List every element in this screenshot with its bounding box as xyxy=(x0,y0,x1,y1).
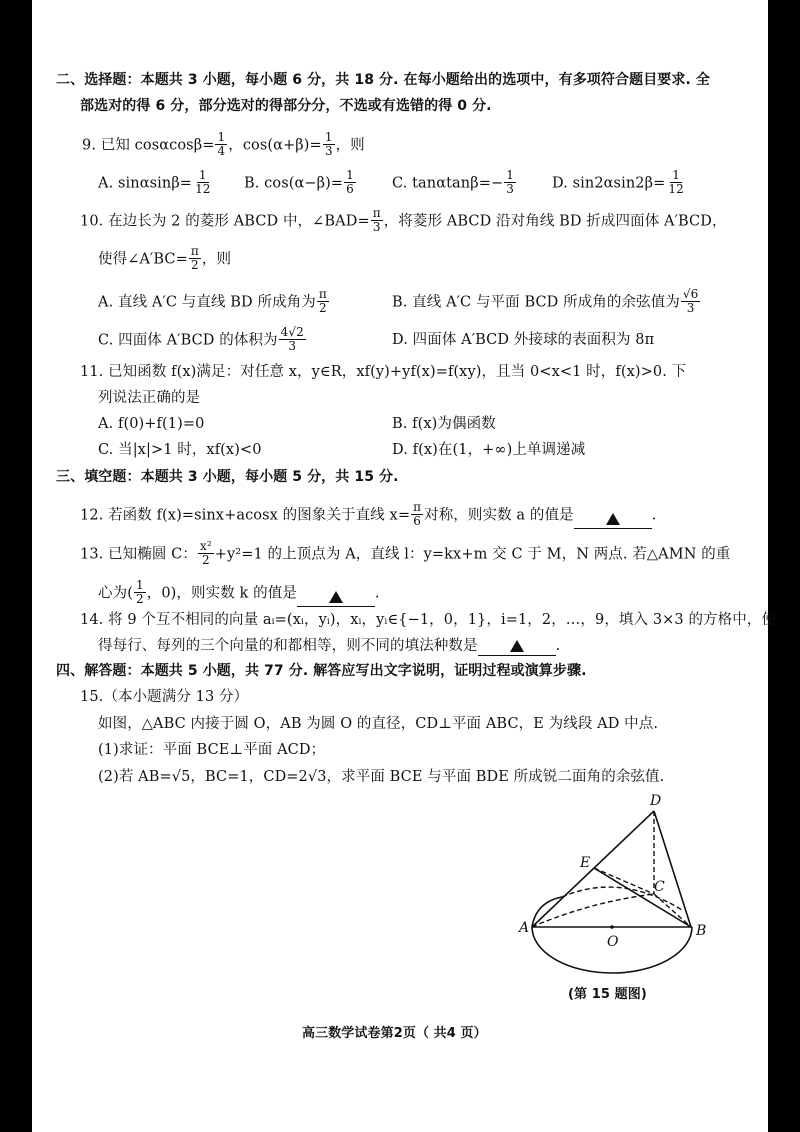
question-14-line1: 14. 将 9 个互不相同的向量 aᵢ=(xᵢ，yᵢ)，xᵢ，yᵢ∈{−1，0，1}，i=1，2，…，9，填入 3×3 的方格中，使 xyxy=(80,612,777,628)
question-11-line1: 11. 已知函数 f(x)满足：对任意 x，y∈R，xf(y)+yf(x)=f(xy)，且当 0<x<1 时，f(x)>0. 下 xyxy=(80,364,687,380)
q9-suffix: ，则 xyxy=(335,137,365,154)
q9-option-d: D. sin2αsin2β= $\frac{1}{12}$ xyxy=(552,168,684,196)
q9-option-c: C. tanαtanβ=− $\frac{1}{3}$ xyxy=(392,168,514,196)
q11-option-b: B. f(x)为偶函数 xyxy=(392,416,496,432)
question-13-line1: 13. 已知椭圆 C： $\frac{\text{x²}}{2}$ +y²=1 的上顶点为 A，直线 l：y=kx+m 交 C 于 M，N 两点. 若△AMN 的重 xyxy=(80,539,731,567)
label-O: O xyxy=(607,934,619,950)
label-E: E xyxy=(580,855,591,871)
q9-option-b: B. cos(α−β)= $\frac{1}{6}$ xyxy=(244,168,354,196)
figure-15-diagram xyxy=(500,790,740,990)
label-C: C xyxy=(654,879,665,895)
question-15-part2: (2)若 AB=√5，BC=1，CD=2√3，求平面 BCE 与平面 BDE 所成锐二面角的余弦值. xyxy=(98,769,665,785)
q10-option-a: A. 直线 A′C 与直线 BD 所成角为 $\frac{\pi}{2}$ xyxy=(98,287,327,315)
q10-option-c: C. 四面体 A′BCD 的体积为 $\frac{4√2}{3}$ xyxy=(98,325,304,353)
question-10-line2: 使得∠A′BC= $\frac{\pi}{2}$ ，则 xyxy=(98,244,232,272)
triangle-marker-icon xyxy=(510,640,524,652)
q10-option-d: D. 四面体 A′BCD 外接球的表面积为 8π xyxy=(392,332,655,348)
question-10-line1: 10. 在边长为 2 的菱形 ABCD 中，∠BAD= $\frac{\pi}{3}$ ，将菱形 ABCD 沿对角线 BD 折成四面体 A′BCD， xyxy=(80,206,727,234)
q9-option-a: A. sinαsinβ= $\frac{1}{12}$ xyxy=(98,168,211,196)
section4-header: 四、解答题：本题共 5 小题，共 77 分. 解答应写出文字说明，证明过程或演算步骤. xyxy=(56,663,587,679)
question-15-stem: 如图，△ABC 内接于圆 O，AB 为圆 O 的直径，CD⊥平面 ABC，E 为线段 AD 中点. xyxy=(98,716,659,732)
label-B: B xyxy=(696,923,707,939)
label-D: D xyxy=(650,793,662,809)
section2-header-line1: 二、选择题：本题共 3 小题，每小题 6 分，共 18 分. 在每小题给出的选项中，有多项符合题目要求. 全 xyxy=(56,72,710,88)
question-15-part1: (1)求证：平面 BCE⊥平面 ACD； xyxy=(98,742,326,758)
q9-frac2: $\frac{1}{3}$ xyxy=(324,130,333,158)
label-A: A xyxy=(519,920,530,936)
answer-blank-12 xyxy=(574,510,652,529)
q11-option-c: C. 当|x|>1 时，xf(x)<0 xyxy=(98,442,262,458)
answer-blank-13 xyxy=(297,588,375,607)
q11-option-a: A. f(0)+f(1)=0 xyxy=(98,416,205,432)
page-footer: 高三数学试卷第2页（ 共4 页） xyxy=(302,1026,487,1041)
section3-header: 三、填空题：本题共 3 小题，每小题 5 分，共 15 分. xyxy=(56,469,399,485)
q10-option-b: B. 直线 A′C 与平面 BCD 所成角的余弦值为 $\frac{√6}{3}$ xyxy=(392,287,699,315)
question-11-line2: 列说法正确的是 xyxy=(98,390,201,406)
answer-blank-14 xyxy=(478,637,556,656)
triangle-marker-icon xyxy=(606,513,620,525)
question-15-title: 15.（本小题满分 13 分） xyxy=(80,689,249,705)
figure-15-caption: (第 15 题图) xyxy=(568,987,647,1002)
question-9-stem xyxy=(82,132,365,159)
triangle-marker-icon xyxy=(329,591,343,603)
question-13-line2: 心为( $\frac{1}{2}$ ，0)，则实数 k 的值是 . xyxy=(98,578,380,606)
q9-prefix: 9. 已知 cosαcosβ= xyxy=(82,137,215,154)
q9-mid: ，cos(α+β)= xyxy=(228,137,322,154)
question-14-line2: 得每行、每列的三个向量的和都相等，则不同的填法种数是 . xyxy=(98,638,561,654)
section2-header-line2: 部选对的得 6 分，部分选对的得部分分，不选或有选错的得 0 分. xyxy=(80,98,492,114)
q9-frac1: $\frac{1}{4}$ xyxy=(217,130,226,158)
question-12: 12. 若函数 f(x)=sinx+acosx 的图象关于直线 x= $\frac{\pi}{6}$ 对称，则实数 a 的值是 . xyxy=(80,500,657,528)
exam-page xyxy=(32,0,777,1132)
q11-option-d: D. f(x)在(1，+∞)上单调递减 xyxy=(392,442,586,458)
